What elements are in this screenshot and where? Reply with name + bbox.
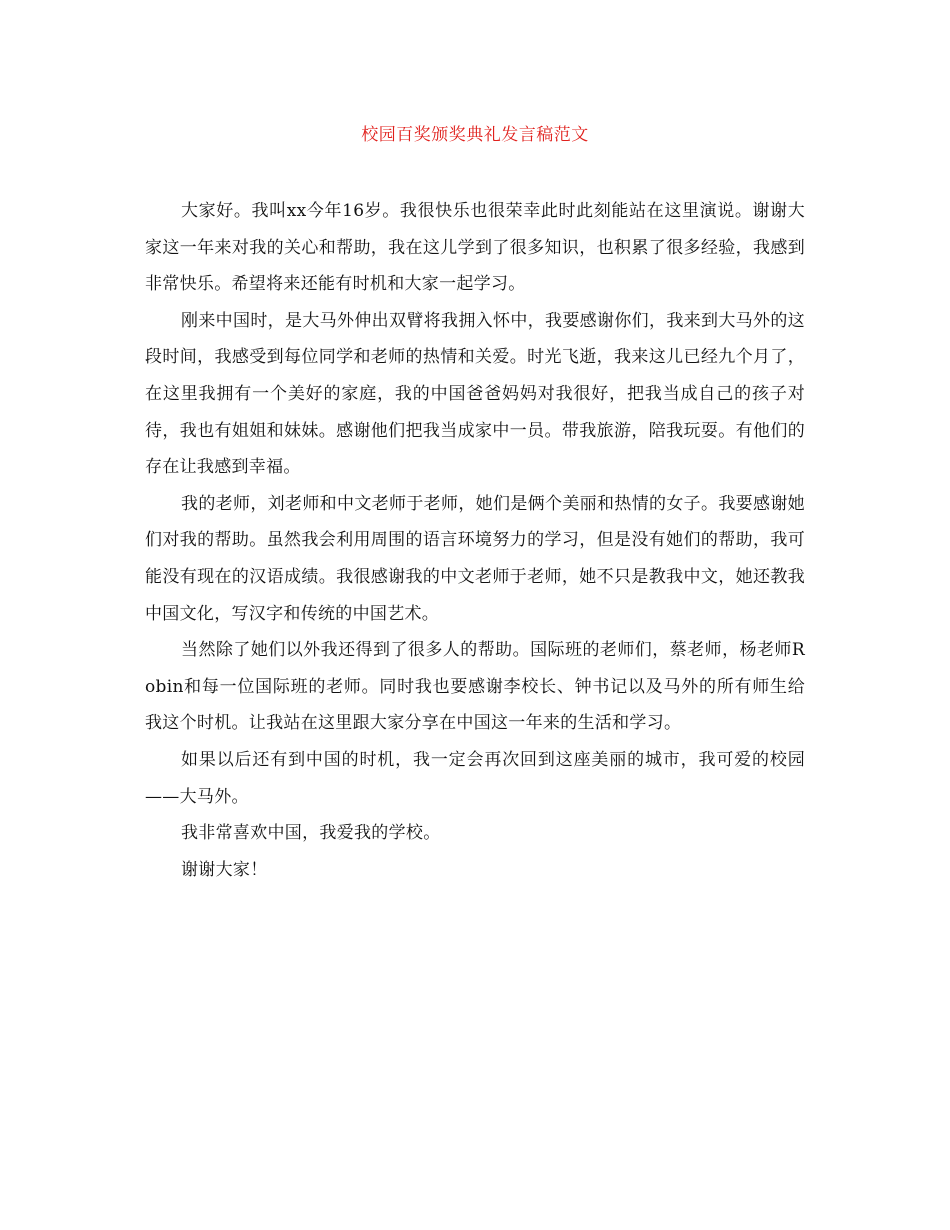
paragraph-arrival: 刚来中国时，是大马外伸出双臂将我拥入怀中，我要感谢你们，我来到大马外的这段时间，我感受到每位同学和老师的热情和关爱。时光飞逝，我来这儿已经九个月了，在这里我拥有一个美好的家庭，我的中国爸爸妈妈对我很好，把我当成自己的孩子对待，我也有姐姐和妹妹。感谢他们把我当成家中一员。带我旅游，陪我玩耍。有他们的存在让我感到幸福。 xyxy=(145,310,805,478)
paragraph-thanks: 当然除了她们以外我还得到了很多人的帮助。国际班的老师们，蔡老师，杨老师Robin和每一位国际班的老师。同时我也要感谢李校长、钟书记以及马外的所有师生给我这个时机。让我站在这里跟大家分享在中国这一年来的生活和学习。 xyxy=(145,640,805,734)
paragraph-greeting: 大家好。我叫xx今年16岁。我很快乐也很荣幸此时此刻能站在这里演说。谢谢大家这一年来对我的关心和帮助，我在这儿学到了很多知识，也积累了很多经验，我感到非常快乐。希望将来还能有时机和大家一起学习。 xyxy=(145,201,805,295)
document-body xyxy=(145,193,805,888)
paragraph-return: 如果以后还有到中国的时机，我一定会再次回到这座美丽的城市，我可爱的校园——大马外。 xyxy=(145,749,805,807)
paragraph-closing: 谢谢大家！ xyxy=(181,859,268,880)
paragraph-love-school: 我非常喜欢中国，我爱我的学校。 xyxy=(181,823,441,844)
paragraph-teachers: 我的老师，刘老师和中文老师于老师，她们是俩个美丽和热情的女子。我要感谢她们对我的帮助。虽然我会利用周围的语言环境努力的学习，但是没有她们的帮助，我可能没有现在的汉语成绩。我很感谢我的中文老师于老师，她不只是教我中文，她还教我中国文化，写汉字和传统的中国艺术。 xyxy=(145,493,805,624)
document-title: 校园百奖颁奖典礼发言稿范文 xyxy=(361,125,589,145)
